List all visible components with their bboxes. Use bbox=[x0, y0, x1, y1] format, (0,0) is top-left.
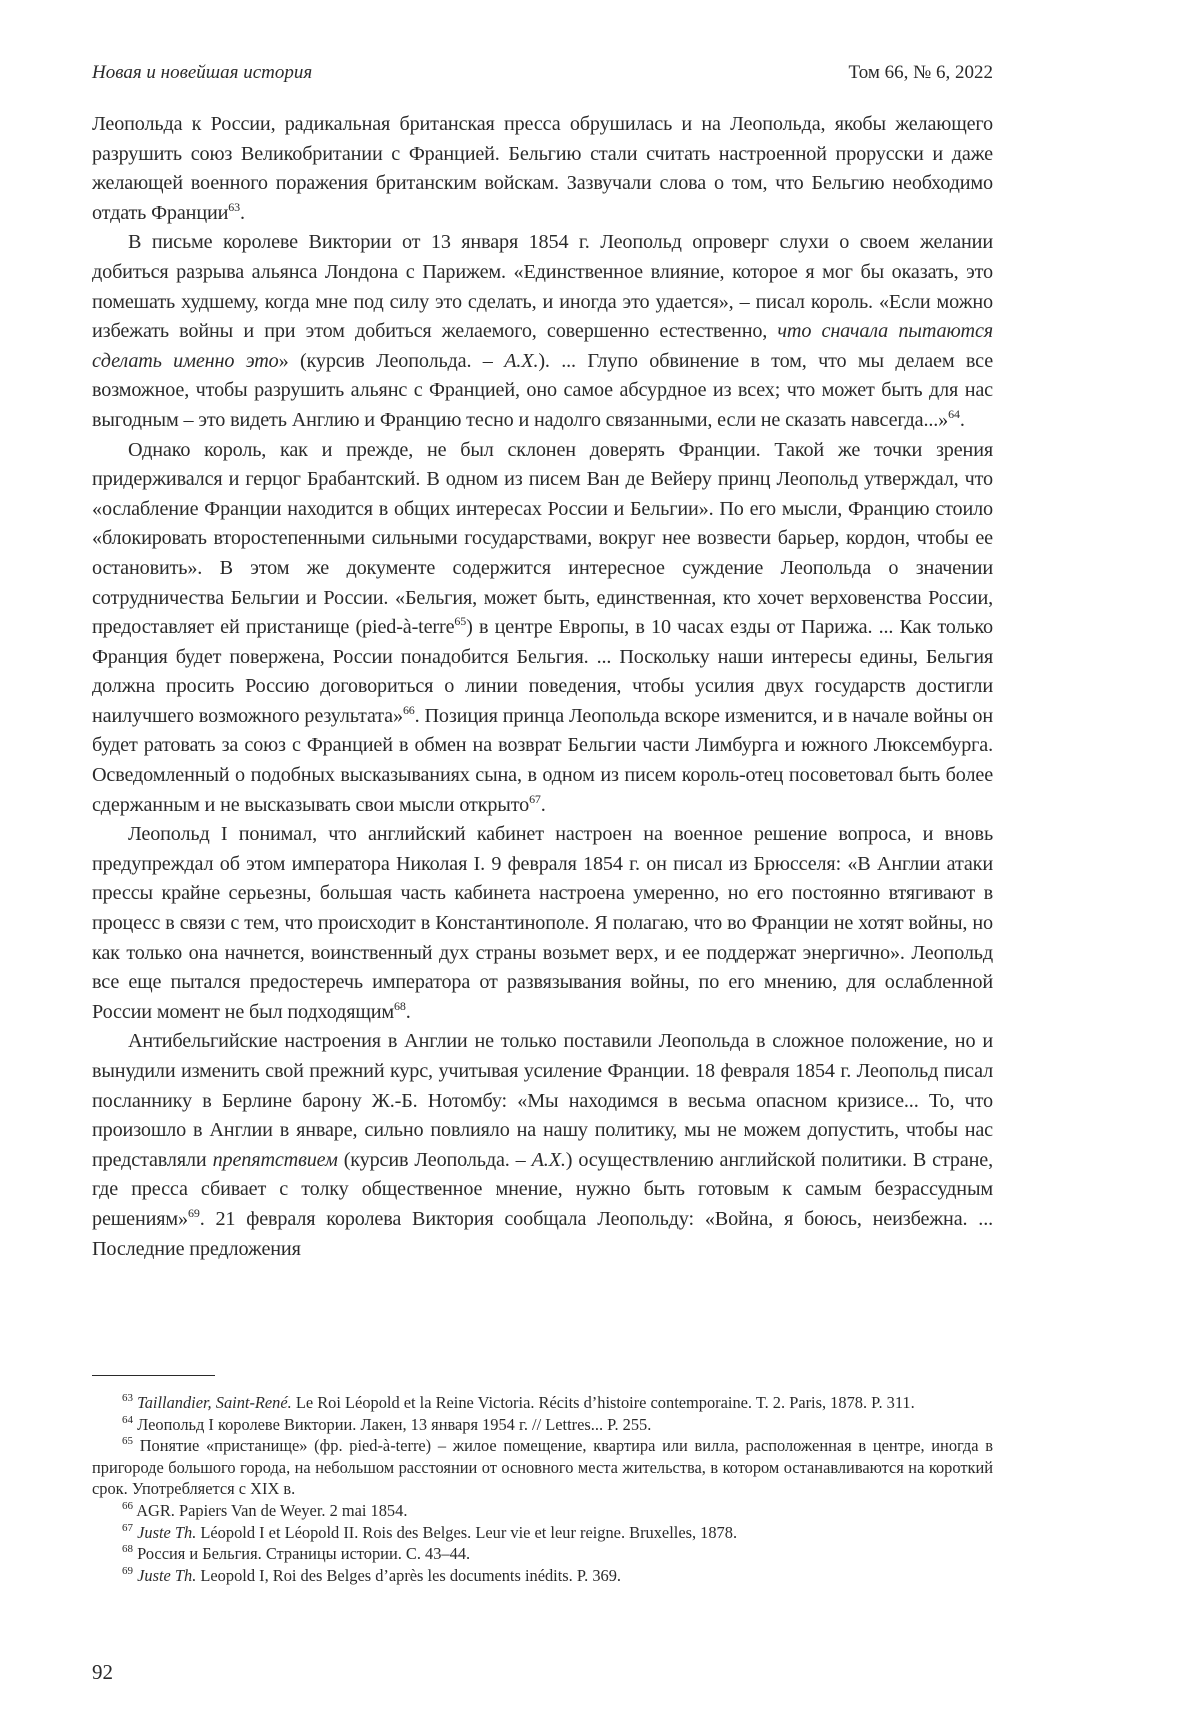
footnote-ref-63[interactable]: 63 bbox=[228, 199, 240, 214]
footnote-text: Le Roi Léopold et la Reine Victoria. Récits d’histoire contemporaine. T. 2. Paris, 1878. P. 311. bbox=[291, 1393, 915, 1412]
italic-word: препятствием bbox=[212, 1148, 338, 1171]
paragraph-text: ) осуществлению английской политики. В стране, где пресса сбивает с толку общественное мнение, нужно быть готовым к самым безрассудным решениям» bbox=[92, 1148, 993, 1230]
footnote-ref-64[interactable]: 64 bbox=[948, 406, 960, 421]
footnote-text: AGR. Papiers Van de Weyer. 2 mai 1854. bbox=[136, 1500, 408, 1520]
paragraph-text: Леопольд I понимал, что английский кабинет настроен на военное решение вопроса, и вновь предупреждал об этом императора Николая I. 9 февраля 1854 г. он писал из Брюсселя: «В Англии атаки прессы крайне серьезны, большая часть кабинета настроена умеренно, но его постоянно втягивают в процесс в связи с тем, что происходит в Константинополе. Я полагаю, что во Франции не хотят войны, но как только она начнется, воинственный дух страны возьмет верх, и ее поддержат энергично». Леопольд все еще пытался предостеречь императора от развязывания войны, по его мнению, для ослабленной России момент не был подходящим bbox=[92, 823, 993, 1023]
paragraph-text: В письме королеве Виктории от 13 января 1854 г. Леопольд опроверг слухи о своем желании добиться разрыва альянса Лондона с Парижем. «Единственное влияние, которое я мог бы оказать, это помешать худшему, когда мне под силу это сделать, и иногда это удается», – писал король. «Если можно избежать войны и при этом добиться желаемого, совершенно естественно, bbox=[92, 231, 993, 343]
paragraph-text: . 21 февраля королева Виктория сообщала Леопольду: «Война, я боюсь, неизбежна. ... Последние предложения bbox=[92, 1207, 993, 1260]
footnote-number: 68 bbox=[122, 1543, 133, 1556]
footnote-text: Léopold I et Léopold II. Rois des Belges. Leur vie et leur reigne. Bruxelles, 1878. bbox=[196, 1522, 738, 1542]
author-initials: А.Х. bbox=[504, 349, 539, 372]
footnote-author: Juste Th. bbox=[137, 1565, 197, 1585]
paragraph-text: Антибельгийские настроения в Англии не только поставили Леопольда в сложное положение, но и вынудили изменить свой прежний курс, учитывая усиление Франции. 18 февраля 1854 г. Леопольд писал посланнику в Берлине барону Ж.-Б. Нотомбу: «Мы находимся в весьма опасном кризисе... То, что произошло в Англии в январе, сильно повлияло на нашу политику, мы не можем допустить, чтобы нас представляли bbox=[92, 1030, 993, 1171]
footnote-text: Понятие «пристанище» (фр. pied-à-terre) – жилое помещение, квартира или вилла, расположенная в центре, иногда в пригороде большого города, на небольшом расстоянии от основного места жительства, в котором останавливаются на короткий срок. Употребляется с XIX в. bbox=[92, 1436, 993, 1499]
main-text bbox=[92, 110, 993, 1264]
paragraph-1 bbox=[92, 110, 993, 228]
paragraph-text: . bbox=[959, 408, 965, 431]
footnote-63 bbox=[92, 1392, 993, 1414]
footnotes bbox=[92, 1392, 993, 1586]
footnote-number: 63 bbox=[122, 1392, 133, 1404]
paragraph-text: . bbox=[405, 1000, 411, 1023]
paragraph-3 bbox=[92, 436, 993, 821]
footnote-ref-68[interactable]: 68 bbox=[394, 998, 406, 1013]
paragraph-text: (курсив Леопольда. – bbox=[337, 1148, 532, 1171]
footnote-68 bbox=[92, 1543, 993, 1565]
paragraph-text: Леопольда к России, радикальная британская пресса обрушилась и на Леопольда, якобы желающего разрушить союз Великобритании с Францией. Бельгию стали считать настроенной прорусски и даже желающей военного поражения британским войскам. Зазвучали слова о том, что Бельгию необходимо отдать Франции bbox=[92, 113, 993, 224]
footnote-69 bbox=[92, 1565, 993, 1587]
paragraph-text: Однако король, как и прежде, не был склонен доверять Франции. Такой же точки зрения придерживался и герцог Брабантский. В одном из писем Ван де Вейеру принц Леопольд утверждал, что «ослабление Франции находится в общих интересах России и Бельгии». По его мысли, Францию стоило «блокировать второстепенными сильными государствами, вокруг нее возвести барьер, кордон, чтобы ее остановить». В этом же документе содержится интересное суждение Леопольда о значении сотрудничества Бельгии и России. «Бельгия, может быть, единственная, кто хочет верховенства России, предоставляет ей пристанище (pied-à-terre bbox=[92, 438, 993, 639]
paragraph-text: . Позиция принца Леопольда вскоре изменится, и в начале войны он будет ратовать за союз с Францией в обмен на возврат Бельгии части Лимбурга и южного Люксембурга. Осведомленный о подобных высказываниях сына, в одном из писем король-отец посоветовал быть более сдержанным и не высказывать свои мысли открыто bbox=[92, 704, 993, 816]
footnote-separator bbox=[92, 1375, 215, 1376]
footnote-number: 64 bbox=[122, 1413, 133, 1426]
footnote-author: Juste Th. bbox=[137, 1522, 197, 1542]
paragraph-text: » (курсив Леопольда. – bbox=[278, 349, 505, 372]
journal-title: Новая и новейшая история bbox=[92, 62, 313, 83]
footnote-number: 66 bbox=[122, 1499, 133, 1512]
footnote-66 bbox=[92, 1500, 993, 1522]
paragraph-2 bbox=[92, 228, 993, 435]
footnote-number: 69 bbox=[122, 1564, 133, 1577]
running-head bbox=[92, 62, 993, 88]
footnote-ref-69[interactable]: 69 bbox=[187, 1205, 200, 1220]
volume-issue: Том 66, № 6, 2022 bbox=[848, 62, 993, 83]
footnote-text: Леопольд I королеве Виктории. Лакен, 13 января 1954 г. // Lettres... P. 255. bbox=[137, 1414, 652, 1434]
footnote-text: Leopold I, Roi des Belges d’après les documents inédits. P. 369. bbox=[196, 1565, 622, 1585]
footnote-number: 65 bbox=[122, 1435, 133, 1448]
footnote-ref-65[interactable]: 65 bbox=[454, 614, 467, 629]
footnote-author: Taillandier, Saint-René. bbox=[137, 1393, 292, 1412]
paragraph-4 bbox=[92, 820, 993, 1027]
footnote-ref-67[interactable]: 67 bbox=[529, 791, 541, 806]
italic-quote: что сначала пытаются сделать именно это bbox=[92, 320, 993, 372]
page-number: 92 bbox=[92, 1660, 113, 1684]
footnote-number: 67 bbox=[122, 1521, 133, 1534]
footnote-64 bbox=[92, 1414, 993, 1436]
author-initials: А.Х. bbox=[531, 1148, 566, 1171]
paragraph-text: . bbox=[540, 793, 546, 816]
paragraph-text: . bbox=[240, 201, 245, 224]
paragraph-text: ). ... Глупо обвинение в том, что мы делаем все возможное, чтобы разрушить альянс с Францией, оно самое абсурдное из всех; что может быть для нас выгодным – это видеть Англию и Францию тесно и надолго связанными, если не сказать навсегда...» bbox=[92, 349, 994, 431]
paragraph-text: ) в центре Европы, в 10 часах езды от Парижа. ... Как только Франция будет повержена, России понадобится Бельгия. ... Поскольку наши интересы едины, Бельгия должна просить Россию договориться о линии поведения, чтобы усилия двух государств достигли наилучшего возможного результата» bbox=[92, 616, 994, 727]
paragraph-5 bbox=[92, 1027, 993, 1264]
footnote-65 bbox=[92, 1435, 993, 1500]
footnote-ref-66[interactable]: 66 bbox=[402, 702, 415, 717]
footnote-text: Россия и Бельгия. Страницы истории. С. 43–44. bbox=[137, 1544, 471, 1564]
footnote-67 bbox=[92, 1522, 993, 1544]
